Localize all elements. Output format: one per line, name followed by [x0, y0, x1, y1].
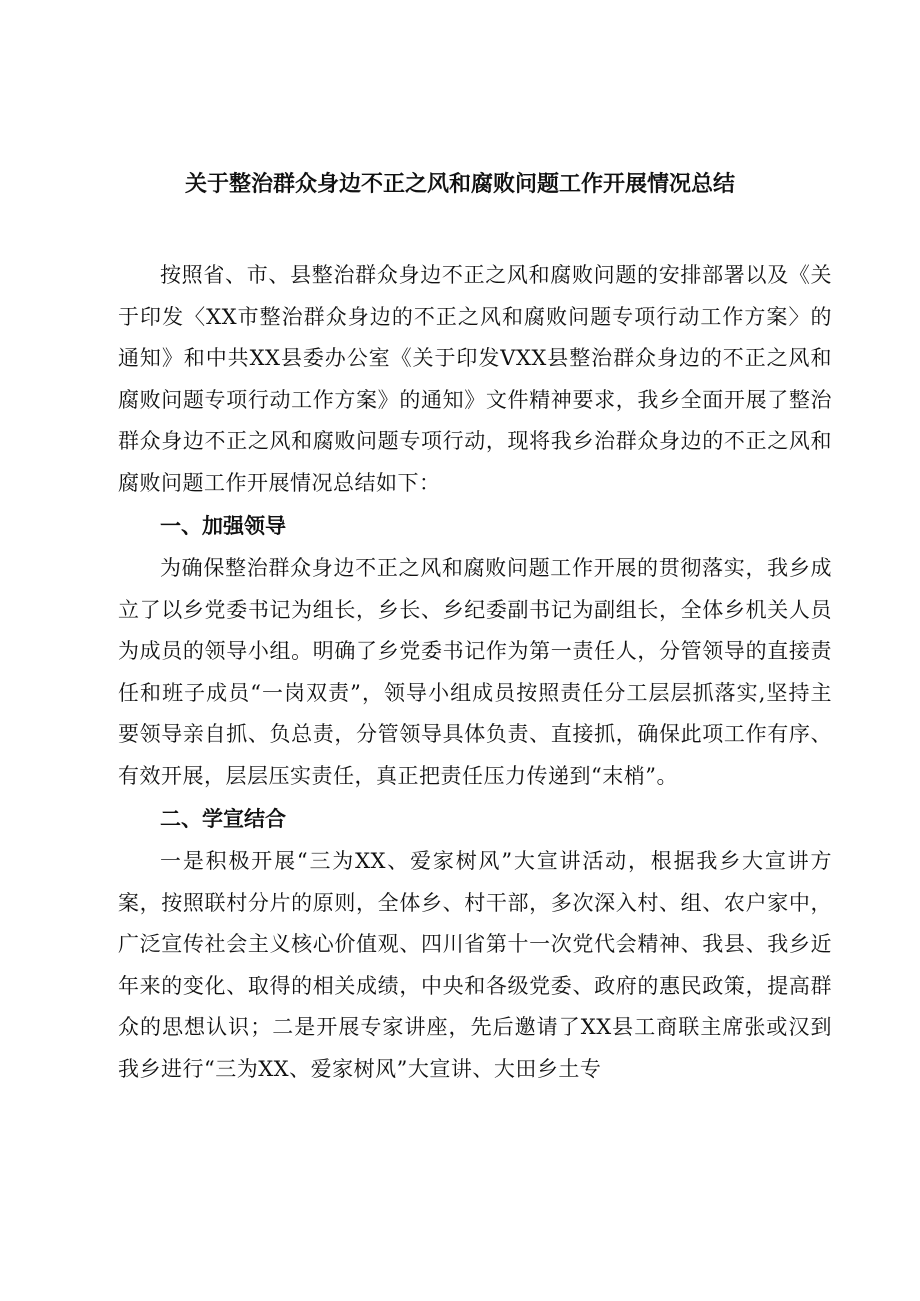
intro-paragraph: 按照省、市、县整治群众身边不正之风和腐败问题的安排部署以及《关于印发〈XX市整治群众身边的不正之风和腐败问题专项行动工作方案〉的通知》和中共XX县委办公室《关于印发VXX县整治群众身边的不正之风和腐败问题专项行动工作方案》的通知》文件精神要求，我乡全面开展了整治群众身边不正之风和腐败问题专项行动，现将我乡治群众身边的不正之风和腐败问题工作开展情况总结如下： — [118, 263, 832, 495]
section-body-leadership: 为确保整治群众身边不正之风和腐败问题工作开展的贯彻落实，我乡成立了以乡党委书记为组长，乡长、乡纪委副书记为副组长，全体乡机关人员为成员的领导小组。明确了乡党委书记作为第一责任人，分管领导的直接责任和班子成员“一岗双责”，领导小组成员按照责任分工层层抓落实,坚持主要领导亲自抓、负总责，分管领导具体负责、直接抓，确保此项工作有序、有效开展，层层压实责任，真正把责任压力传递到“末梢”。 — [118, 556, 832, 788]
section-heading-leadership: 一、加强领导 — [160, 514, 286, 538]
section-body-study-publicity: 一是积极开展“三为XX、爱家树风”大宣讲活动，根据我乡大宣讲方案，按照联村分片的原则，全体乡、村干部，多次深入村、组、农户家中，广泛宣传社会主义核心价值观、四川省第十一次党代会精神、我县、我乡近年来的变化、取得的相关成绩，中央和各级党委、政府的惠民政策，提高群众的思想认识；二是开展专家讲座，先后邀请了XX县工商联主席张或汉到我乡进行“三为XX、爱家树风”大宣讲、大田乡土专 — [118, 849, 832, 1081]
document-title: 关于整治群众身边不正之风和腐败问题工作开展情况总结 — [184, 172, 735, 197]
document-body — [118, 255, 832, 1090]
section-heading-study-publicity: 二、学宣结合 — [160, 807, 286, 831]
